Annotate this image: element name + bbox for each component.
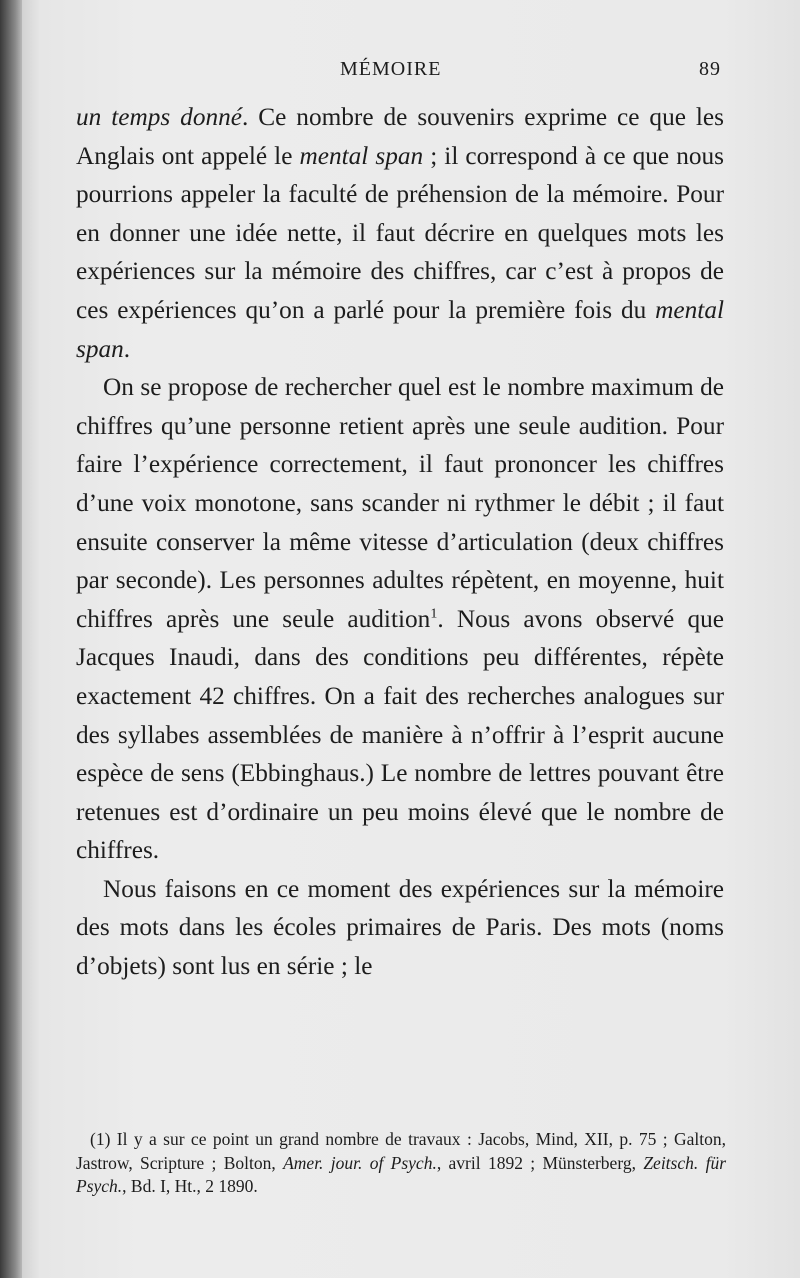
paragraph-1 [76, 98, 724, 368]
body-text [76, 98, 724, 986]
book-spine-shadow [0, 0, 22, 1278]
text-run: ; il correspond à ce que nous pourrions appeler la faculté de préhension de la mémoire. Pour en donner une idée nette, il faut décrire en quelques mots les expériences sur la mémoire des chiffres, car c’est à propos de ces expériences qu’on a parlé pour la première fois du [76, 141, 724, 324]
book-page [22, 0, 800, 1278]
text-run: . [123, 334, 131, 363]
italic-journal: Zeitsch. für Psych. [76, 1152, 726, 1197]
footnote-text [76, 1128, 726, 1199]
text-run: Nous faisons en ce moment des expériences sur la mémoire des mots dans les écoles primaires de Paris. Des mots (noms d’objets) sont lus en série ; le [76, 874, 724, 981]
text-run: On se propose de rechercher quel est le nombre maximum de chiffres qu’une personne retient après une seule audition. Pour faire l’expérience correctement, il faut prononcer les chiffres d’une voix monotone, sans scander ni rythmer le débit ; il faut ensuite conserver la même vitesse d’articulation (deux chiffres par seconde). Les personnes adultes répètent, en moyenne, huit chiffres après une seule audition [76, 373, 724, 633]
text-run: . Ce nombre de souvenirs exprime ce que les Anglais ont appelé le [76, 103, 724, 170]
text-run: (1) Il y a sur ce point un grand nombre de travaux : Jacobs, Mind, XII, p. 75 ; Galton, Jastrow, Scripture ; Bolton, [76, 1129, 726, 1173]
text-run: , Bd. I, Ht., 2 1890. [122, 1176, 258, 1197]
running-title: MÉMOIRE [340, 58, 442, 80]
footnote-marker: 1 [430, 606, 438, 622]
text-run: . Nous avons observé que Jacques Inaudi, dans des conditions peu différentes, répète exactement 42 chiffres. On a fait des recherches analogues sur des syllabes assemblées de manière à n’offrir à l’esprit aucune espèce de sens (Ebbinghaus.) Le nombre de lettres pouvant être retenues est d’ordinaire un peu moins élevé que le nombre de chiffres. [76, 604, 724, 865]
italic-term: mental span [299, 141, 424, 170]
page-number: 89 [699, 58, 721, 80]
footnote [76, 1128, 726, 1199]
italic-phrase: un temps donné [76, 103, 243, 131]
italic-journal: Amer. jour. of Psych. [283, 1152, 437, 1173]
page-header [22, 52, 800, 86]
text-run: , avril 1892 ; Münsterberg, [436, 1152, 644, 1173]
italic-term: mental span [76, 295, 724, 363]
paragraph-3 [76, 870, 724, 986]
paragraph-2 [76, 368, 724, 870]
